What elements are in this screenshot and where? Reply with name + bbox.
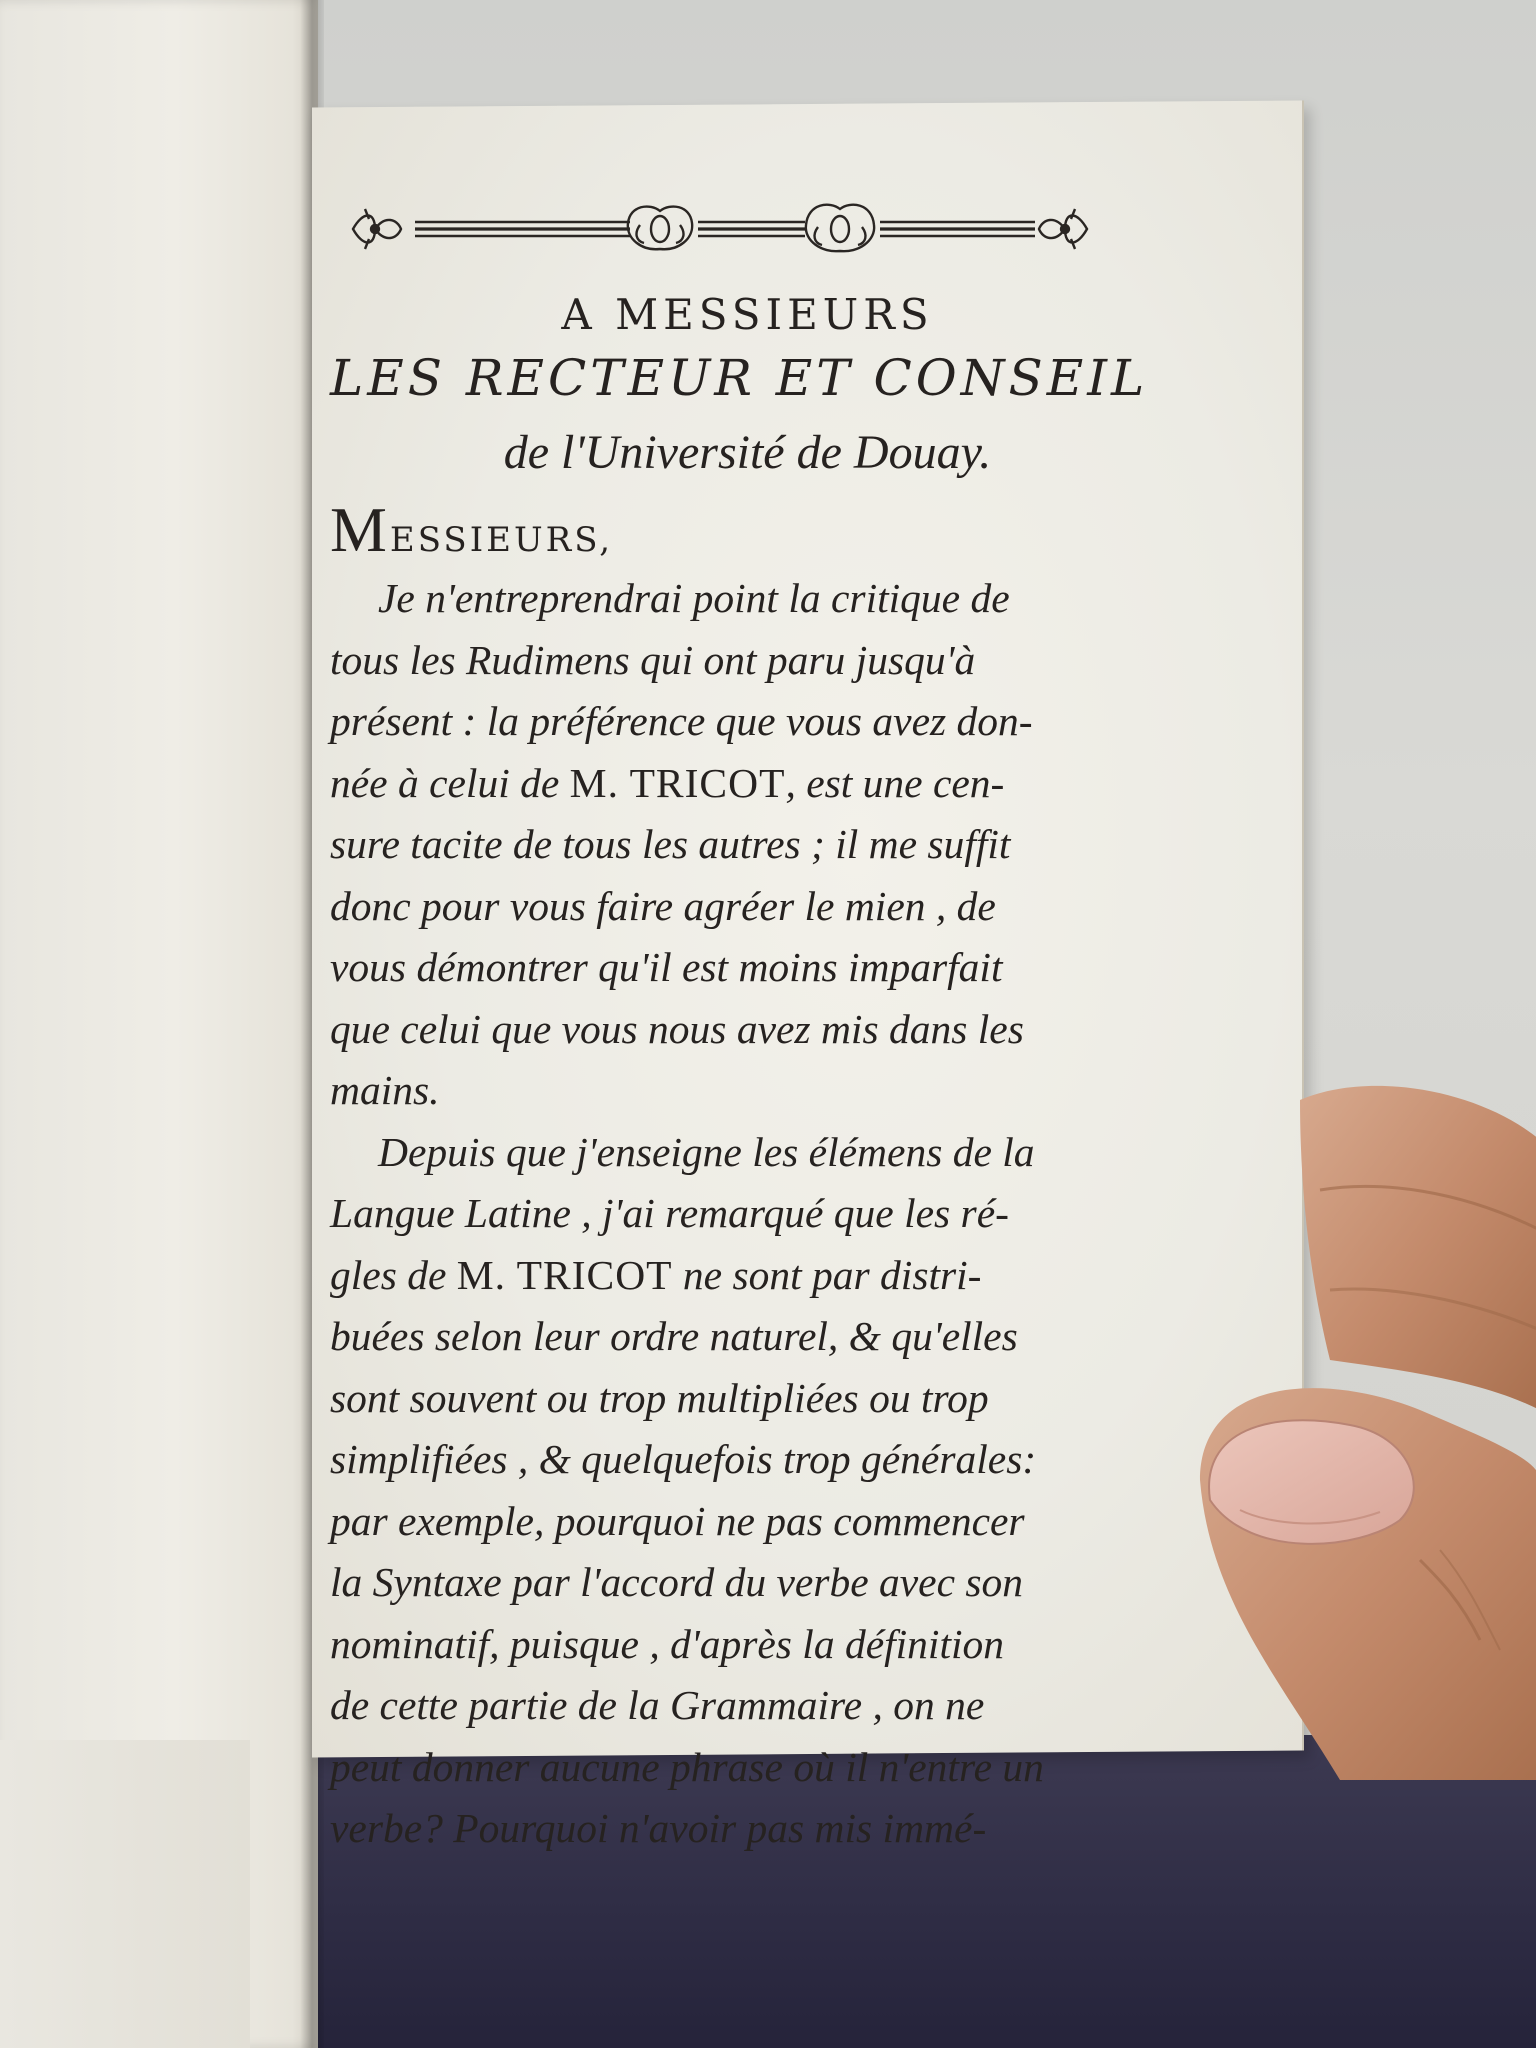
- headpiece-ornament: [345, 196, 1095, 262]
- text-line: présent : la préférence que vous avez don-: [330, 698, 1033, 744]
- author-name: M. TRICOT: [456, 1251, 673, 1298]
- letter-body: [330, 568, 1125, 1860]
- text-line: nominatif, puisque , d'après la définition: [330, 1620, 1005, 1667]
- text-line: [330, 753, 1125, 815]
- left-page-edge: [0, 1740, 250, 2048]
- salutation: [330, 494, 1125, 565]
- text-fragment: gles de: [330, 1251, 457, 1298]
- author-name: M. TRICOT: [569, 759, 786, 806]
- holding-hand: [1180, 1080, 1536, 1780]
- salutation-rest: ESSIEURS,: [389, 520, 614, 560]
- text-line: que celui que vous nous avez mis dans les: [330, 1005, 1024, 1052]
- text-line: vous démontrer qu'il est moins imparfait: [330, 944, 1003, 990]
- text-line: de cette partie de la Grammaire , on ne: [330, 1682, 985, 1728]
- text-line: la Syntaxe par l'accord du verbe avec son: [330, 1559, 1024, 1605]
- text-line: sont souvent ou trop multipliées ou trop: [330, 1374, 989, 1421]
- text-line: verbe? Pourquoi n'avoir pas mis immé-: [330, 1805, 987, 1851]
- text-line: Langue Latine , j'ai remarqué que les ré-: [330, 1190, 1009, 1236]
- text-line: [330, 1245, 1125, 1307]
- text-line: par exemple, pourquoi ne pas commencer: [330, 1497, 1025, 1544]
- dedication-institution: de l'Université de Douay.: [503, 426, 992, 479]
- text-line: sure tacite de tous les autres ; il me suffit: [330, 821, 1011, 867]
- text-fragment: , est une cen-: [785, 759, 1005, 806]
- text-fragment: née à celui de: [330, 759, 570, 806]
- dedication-recipients: LES RECTEUR ET CONSEIL: [330, 349, 1149, 407]
- text-line: mains.: [330, 1067, 440, 1113]
- text-line: Je n'entreprendrai point la critique de: [378, 575, 1010, 621]
- page-text-block: [330, 290, 1149, 1860]
- text-line: donc pour vous faire agréer le mien , de: [330, 882, 996, 929]
- salutation-initial: M: [330, 494, 390, 565]
- text-line: peut donner aucune phrase où il n'entre un: [330, 1743, 1044, 1790]
- text-line: simplifiées , & quelquefois trop générales:: [330, 1436, 1037, 1482]
- text-line: buées selon leur ordre naturel, & qu'elles: [330, 1313, 1018, 1359]
- text-line: Depuis que j'enseigne les élémens de la: [378, 1128, 1035, 1175]
- text-fragment: ne sont par distri-: [672, 1251, 982, 1298]
- text-line: tous les Rudimens qui ont paru jusqu'à: [330, 636, 976, 683]
- dedication-heading: A MESSIEURS: [561, 290, 934, 339]
